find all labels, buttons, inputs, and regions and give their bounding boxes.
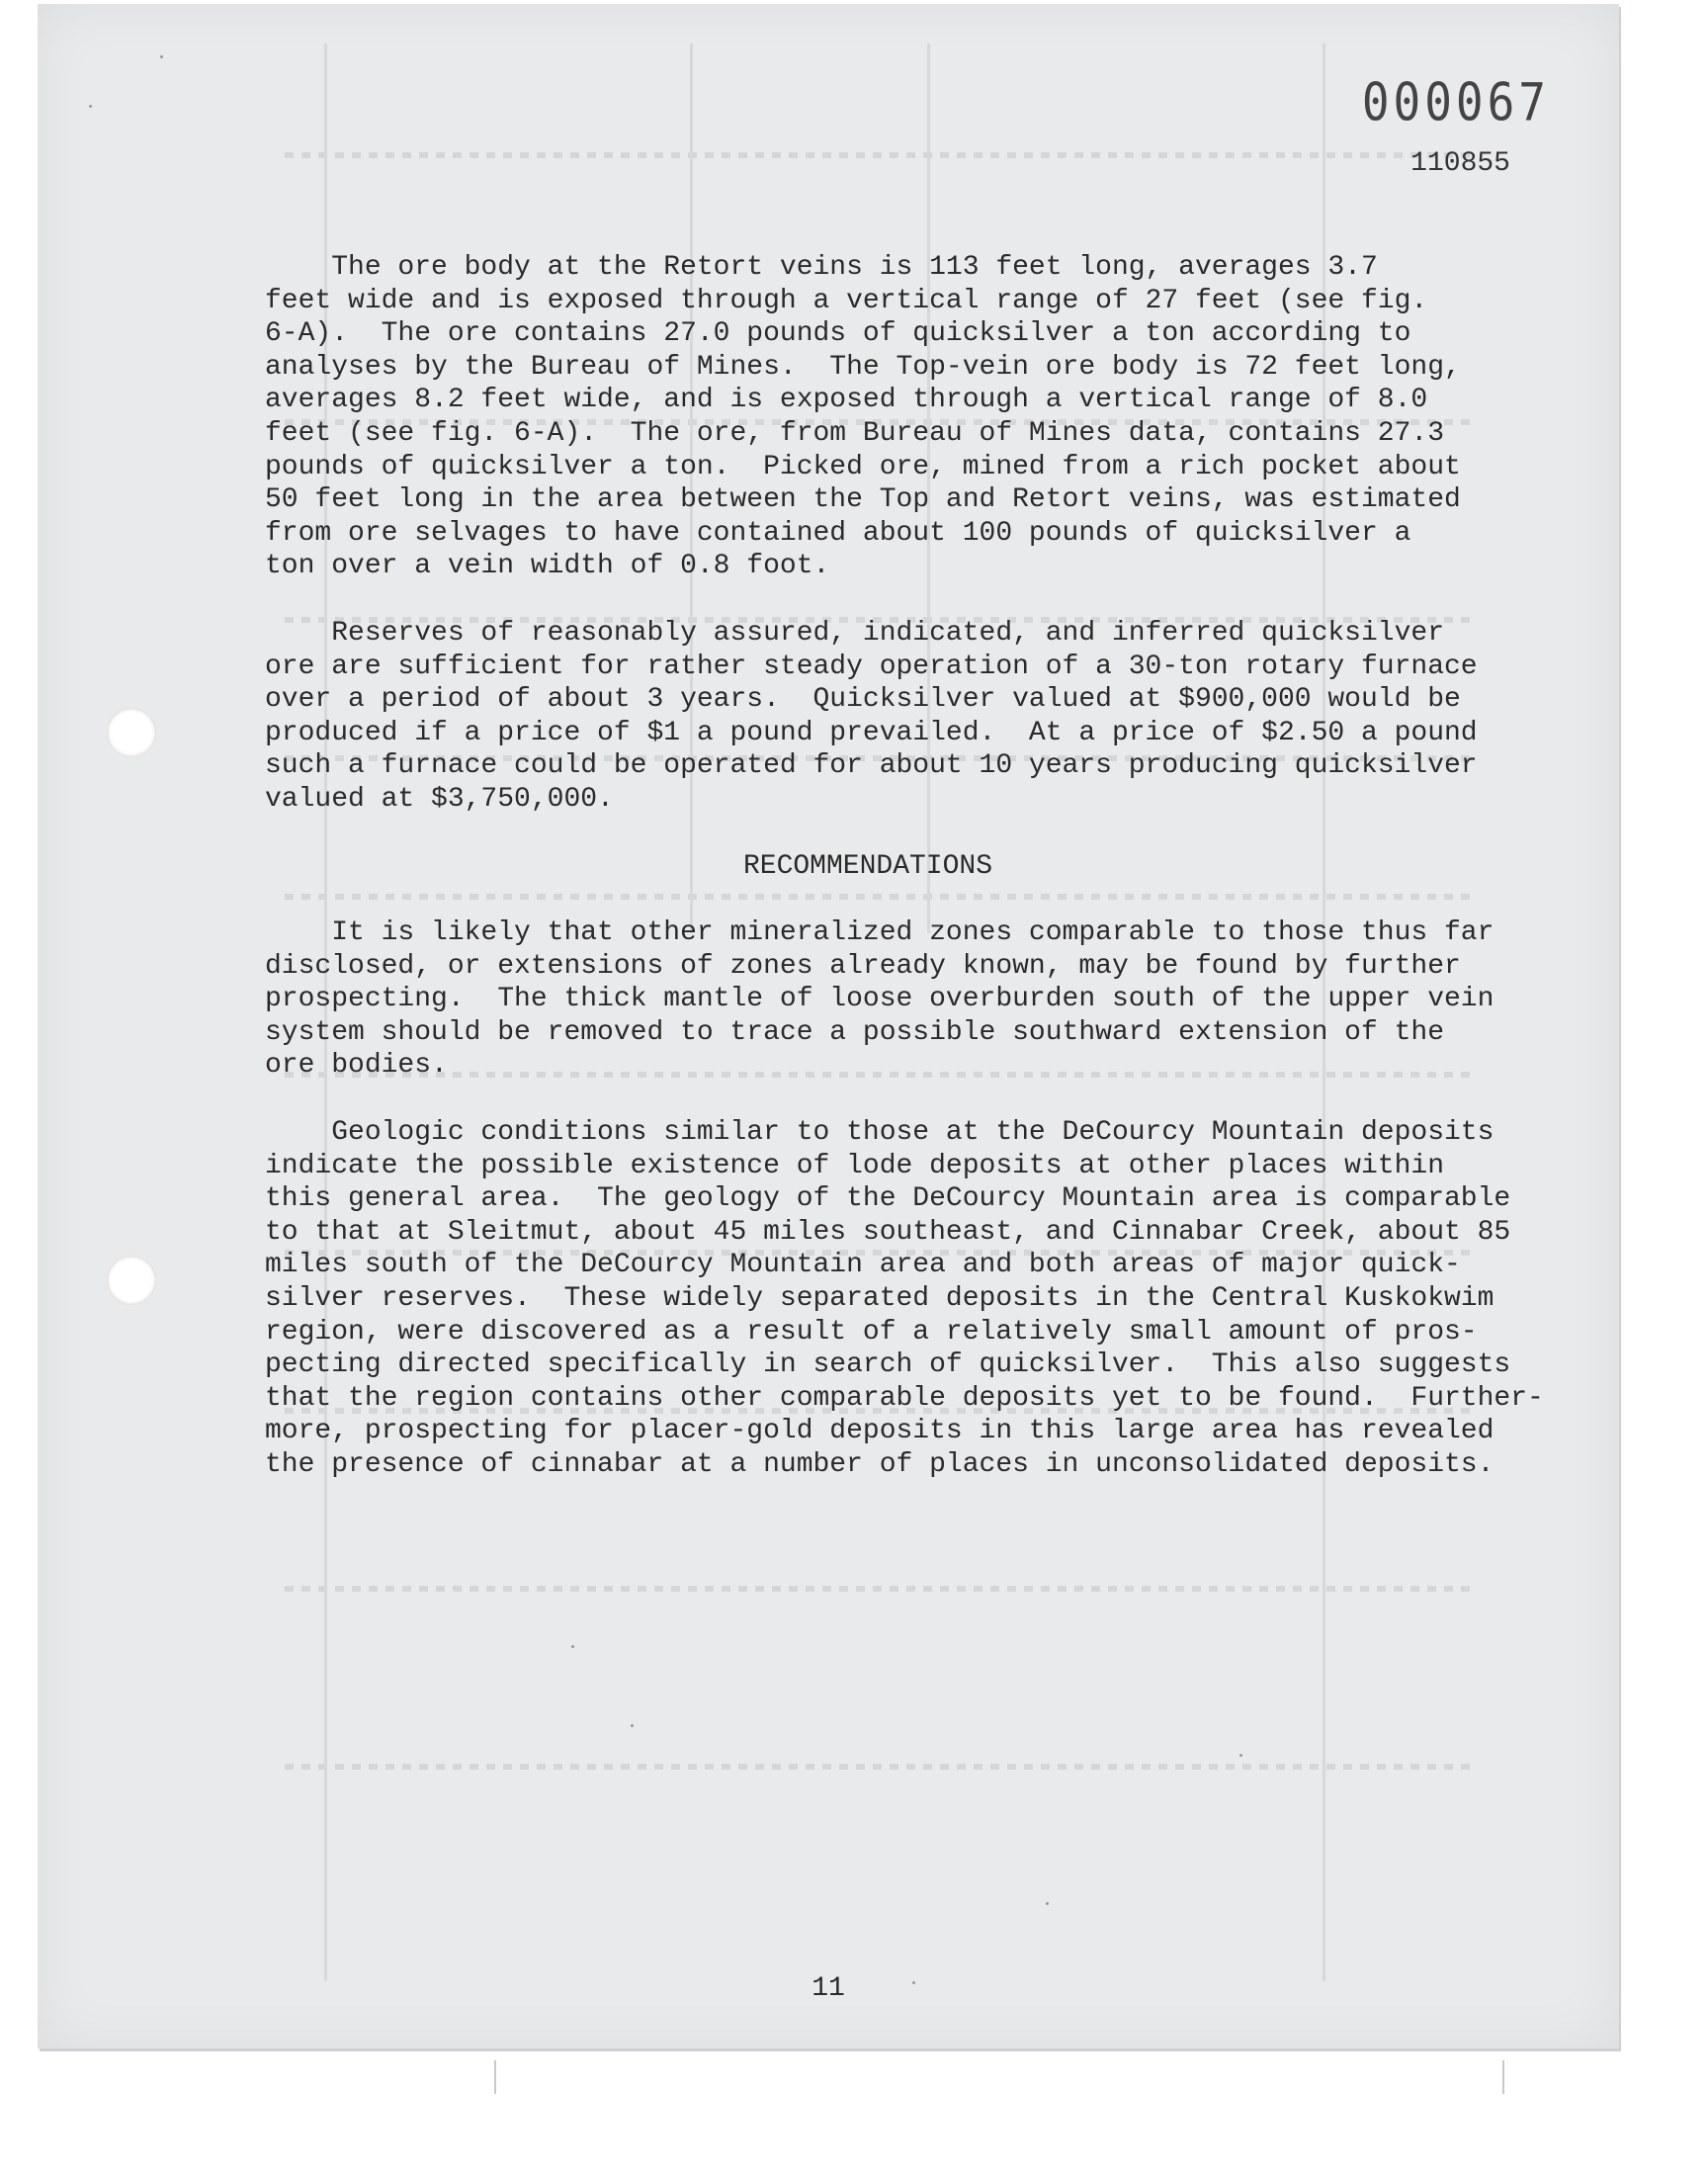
text-line: It is likely that other mineralized zones comparable to those thus far — [265, 917, 1494, 949]
document-page — [38, 4, 1619, 2048]
text-line: this general area. The geology of the DeCourcy Mountain area is comparable — [265, 1183, 1511, 1215]
punch-hole-bottom — [107, 1256, 156, 1305]
punch-hole-top — [107, 708, 156, 757]
paragraph-ore-bodies — [265, 251, 1580, 583]
text-line: feet (see fig. 6-A). The ore, from Bureau of Mines data, contains 27.3 — [265, 417, 1444, 449]
text-line: silver reserves. These widely separated deposits in the Central Kuskokwim — [265, 1283, 1494, 1315]
text-line: pounds of quicksilver a ton. Picked ore, mined from a rich pocket about — [265, 451, 1461, 482]
scan-margin-bottom — [0, 2056, 1708, 2175]
scan-edge-mark — [494, 2060, 496, 2094]
text-line: ton over a vein width of 0.8 foot. — [265, 551, 830, 582]
text-line: that the region contains other comparable deposits yet to be found. Further- — [265, 1382, 1544, 1414]
text-line: 50 feet long in the area between the Top and Retort veins, was estimated — [265, 484, 1461, 516]
text-line: miles south of the DeCourcy Mountain area and both areas of major quick- — [265, 1250, 1461, 1281]
text-line: produced if a price of $1 a pound prevailed. At a price of $2.50 a pound — [265, 717, 1478, 748]
text-line: ore bodies. — [265, 1050, 448, 1082]
paragraph-geologic-conditions — [265, 1116, 1580, 1482]
paragraph-mineralized-zones — [265, 916, 1580, 1083]
text-line: indicate the possible existence of lode deposits at other places within — [265, 1150, 1444, 1181]
stamp-number: 000067 — [1361, 70, 1550, 133]
text-line: the presence of cinnabar at a number of places in unconsolidated deposits. — [265, 1449, 1494, 1480]
page-number: 11 — [811, 1973, 845, 2004]
text-line: prospecting. The thick mantle of loose overburden south of the upper vein — [265, 984, 1494, 1015]
text-line: Reserves of reasonably assured, indicated, and inferred quicksilver — [265, 617, 1444, 649]
text-line: such a furnace could be operated for about 10 years producing quicksilver — [265, 750, 1478, 782]
text-line: over a period of about 3 years. Quicksilver valued at $900,000 would be — [265, 684, 1461, 716]
scan-edge-mark — [1502, 2060, 1504, 2094]
text-line: ore are sufficient for rather steady operation of a 30-ton rotary furnace — [265, 651, 1478, 682]
reference-number: 110855 — [1410, 148, 1510, 179]
text-line: disclosed, or extensions of zones already known, may be found by further — [265, 950, 1461, 982]
text-line: 6-A). The ore contains 27.0 pounds of quicksilver a ton according to — [265, 318, 1411, 350]
text-line: more, prospecting for placer-gold deposits in this large area has revealed — [265, 1416, 1494, 1447]
paragraph-reserves — [265, 617, 1580, 817]
text-line: pecting directed specifically in search of quicksilver. This also suggests — [265, 1349, 1511, 1381]
text-line: system should be removed to trace a possible southward extension of the — [265, 1016, 1444, 1048]
text-line: analyses by the Bureau of Mines. The Top-vein ore body is 72 feet long, — [265, 351, 1461, 383]
text-line: region, were discovered as a result of a relatively small amount of pros- — [265, 1316, 1478, 1348]
text-line: to that at Sleitmut, about 45 miles southeast, and Cinnabar Creek, about 85 — [265, 1216, 1511, 1248]
text-line: feet wide and is exposed through a vertical range of 27 feet (see fig. — [265, 285, 1428, 316]
text-line: valued at $3,750,000. — [265, 783, 614, 815]
section-heading: RECOMMENDATIONS — [742, 850, 993, 882]
text-line: The ore body at the Retort veins is 113 feet long, averages 3.7 — [265, 252, 1378, 283]
text-line: averages 8.2 feet wide, and is exposed through a vertical range of 8.0 — [265, 385, 1428, 416]
text-line: Geologic conditions similar to those at the DeCourcy Mountain deposits — [265, 1117, 1494, 1149]
body-text — [265, 251, 1580, 1482]
text-line: from ore selvages to have contained about 100 pounds of quicksilver a — [265, 517, 1411, 549]
